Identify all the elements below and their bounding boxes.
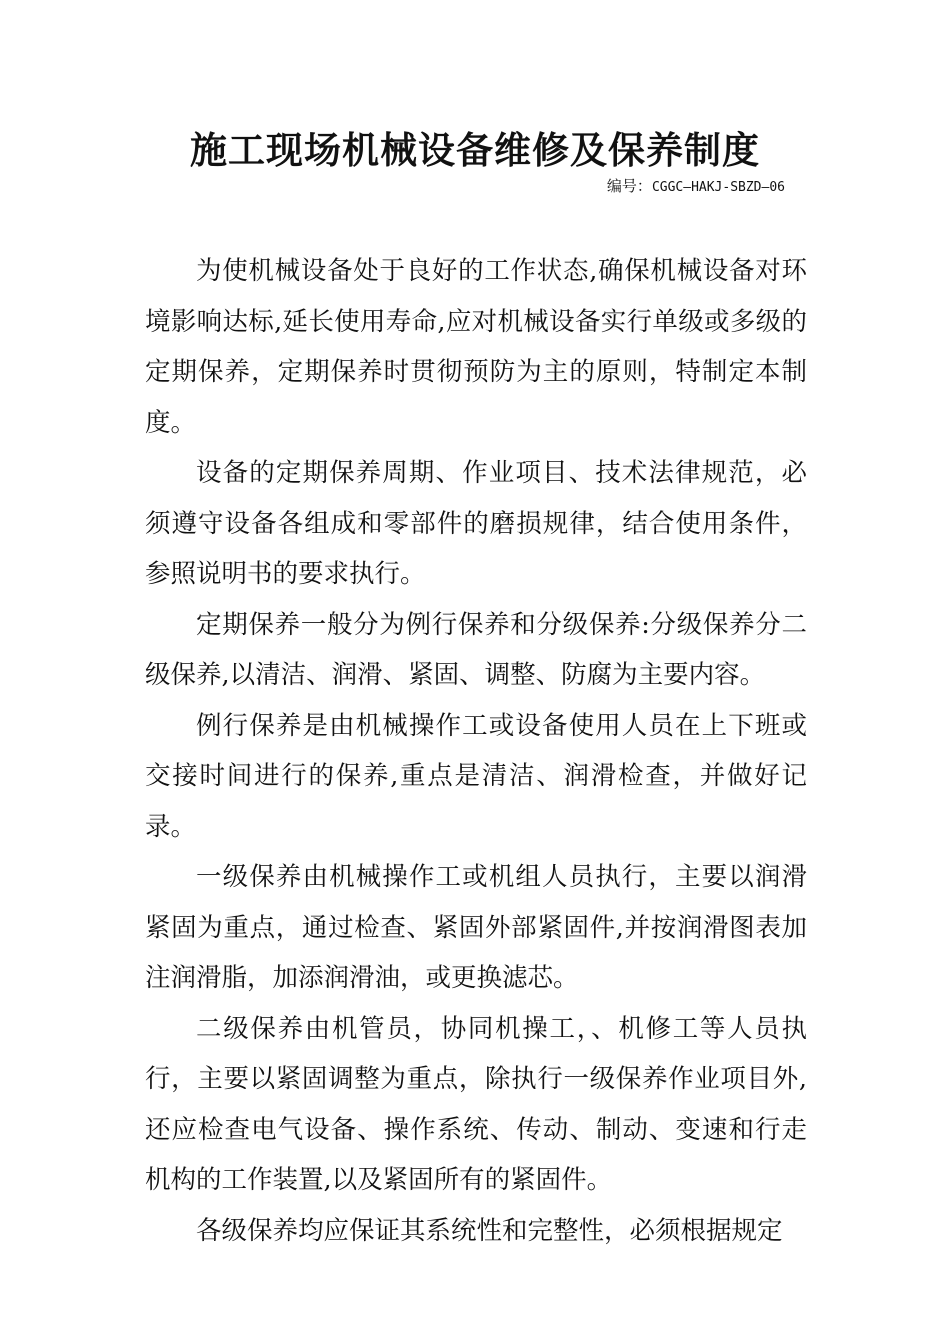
document-number (500, 176, 785, 198)
paragraph: 定期保养一般分为例行保养和分级保养:分级保养分二级保养,以清洁、润滑、紧固、调整、防腐为主要内容。 (145, 609, 807, 690)
paragraph: 例行保养是由机械操作工或设备使用人员在上下班或交接时间进行的保养,重点是清洁、润滑检查，并做好记录。 (145, 710, 807, 842)
document-number-label: 编号： (606, 177, 652, 195)
document-title: 施工现场机械设备维修及保养制度 (190, 128, 760, 172)
document-number-value: CGGC—HAKJ-SBZD—06 (651, 180, 785, 195)
paragraph: 一级保养由机械操作工或机组人员执行，主要以润滑紧固为重点，通过检查、紧固外部紧固件,并按润滑图表加注润滑脂，加添润滑油，或更换滤芯。 (145, 862, 807, 993)
document-body (145, 246, 807, 1256)
paragraph: 各级保养均应保证其系统性和完整性，必须根据规定 (196, 1215, 783, 1246)
paragraph: 设备的定期保养周期、作业项目、技术法律规范，必须遵守设备各组成和零部件的磨损规律，结合使用条件，参照说明书的要求执行。 (145, 458, 807, 589)
paragraph: 为使机械设备处于良好的工作状态,确保机械设备对环境影响达标,延长使用寿命,应对机械设备实行单级或多级的定期保养，定期保养时贯彻预防为主的原则，特制定本制度。 (145, 256, 807, 438)
paragraph: 二级保养由机管员，协同机操工，、机修工等人员执行，主要以紧固调整为重点，除执行一级保养作业项目外,还应检查电气设备、操作系统、传动、制动、变速和行走机构的工作装置,以及紧固所有的紧固件。 (145, 1013, 807, 1195)
